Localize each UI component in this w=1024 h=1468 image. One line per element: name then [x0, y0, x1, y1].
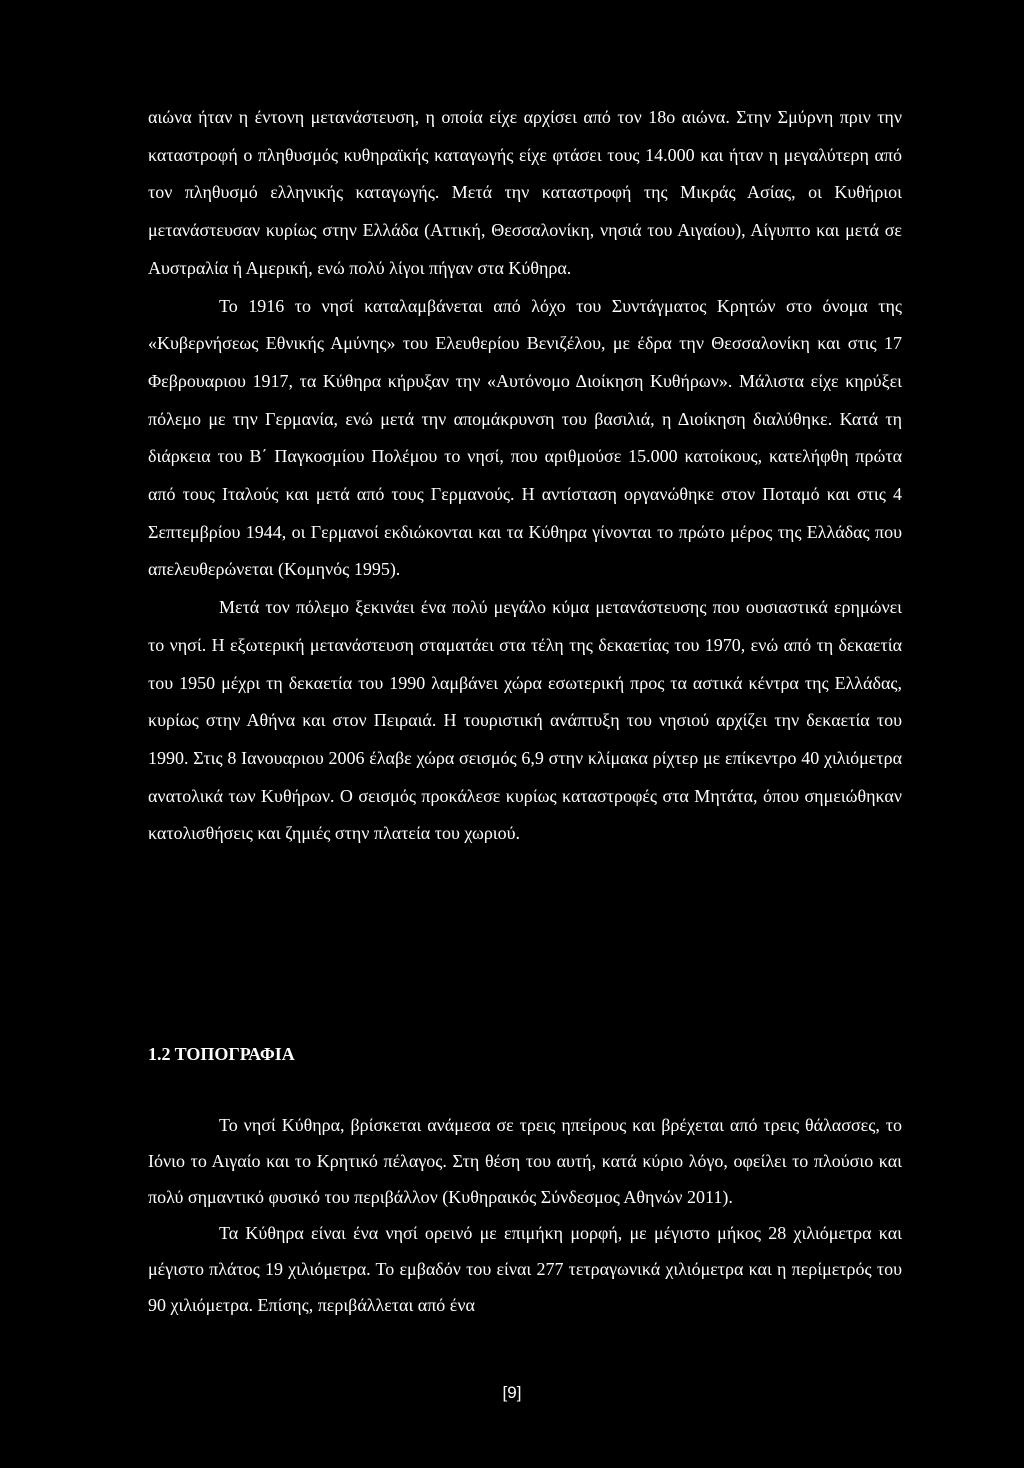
- body-text-bottom: [148, 1107, 902, 1324]
- paragraph-1916-history: Το 1916 το νησί καταλαμβάνεται από λόχο του Συντάγματος Κρητών στο όνομα της «Κυβερνήσεως Εθνικής Αμύνης» του Ελευθερίου Βενιζέλου, με έδρα την Θεσσαλονίκη και στις 17 Φεβρουαριου 1917, τα Κύθηρα κήρυξαν την «Αυτόνομο Διοίκηση Κυθήρων». Μάλιστα είχε κηρύξει πόλεμο με την Γερμανία, ενώ μετά την απομάκρυνση του βασιλιά, η Διοίκηση διαλύθηκε. Κατά τη διάρκεια του Β΄ Παγκοσμίου Πολέμου το νησί, που αριθμούσε 15.000 κατοίκους, κατελήφθη πρώτα από τους Ιταλούς και μετά από τους Γερμανούς. Η αντίσταση οργανώθηκε στον Ποταμό και στις 4 Σεπτεμβρίου 1944, οι Γερμανοί εκδιώκονται και τα Κύθηρα γίνονται το πρώτο μέρος της Ελλάδας που απελευθερώνεται (Κομηνός 1995).: [148, 295, 902, 580]
- paragraph-island-location: Το νησί Κύθηρα, βρίσκεται ανάμεσα σε τρεις ηπείρους και βρέχεται από τρεις θάλασσες, το Ιόνιο το Αιγαίο και το Κρητικό πέλαγος. Στη θέση του αυτή, κατά κύριο λόγο, οφείλει το πλούσιο και πολύ σημαντικό φυσικό του περιβάλλον (Κυθηραικός Σύνδεσμος Αθηνών 2011).: [148, 1115, 902, 1208]
- paragraph-postwar-emigration: Μετά τον πόλεμο ξεκινάει ένα πολύ μεγάλο κύμα μετανάστευσης που ουσιαστικά ερημώνει το νησί. Η εξωτερική μετανάστευση σταματάει στα τέλη της δεκαετίας του 1970, ενώ από τη δεκαετία του 1950 μέχρι τη δεκαετία του 1990 λαμβάνει χώρα εσωτερική προς τα αστικά κέντρα της Ελλάδας, κυρίως στην Αθήνα και στον Πειραιά. Η τουριστική ανάπτυξη του νησιού αρχίζει την δεκαετία του 1990. Στις 8 Ιανουαριου 2006 έλαβε χώρα σεισμός 6,9 στην κλίμακα ρίχτερ με επίκεντρο 40 χιλιόμετρα ανατολικά των Κυθήρων. Ο σεισμός προκάλεσε κυρίως καταστροφές στα Μητάτα, όπου σημειώθηκαν κατολισθήσεις και ζημιές στην πλατεία του χωριού.: [148, 597, 902, 844]
- paragraph-island-dimensions: Τα Κύθηρα είναι ένα νησί ορεινό με επιμήκη μορφή, με μέγιστο μήκος 28 χιλιόμετρα και μέγιστο πλάτος 19 χιλιόμετρα. Το εμβαδόν του είναι 277 τετραγωνικά χιλιόμετρα και η περίμετρός του 90 χιλιόμετρα. Επίσης, περιβάλλεται από ένα: [148, 1223, 902, 1316]
- paragraph-emigration-continuation: αιώνα ήταν η έντονη μετανάστευση, η οποία είχε αρχίσει από τον 18ο αιώνα. Στην Σμύρνη πριν την καταστροφή ο πληθυσμός κυθηραϊκής καταγωγής είχε φτάσει τους 14.000 και ήταν η μεγαλύτερη από τον πληθυσμό ελληνικής καταγωγής. Μετά την καταστροφή της Μικράς Ασίας, οι Κυθήριοι μετανάστευσαν κυρίως στην Ελλάδα (Αττική, Θεσσαλονίκη, νησιά του Αιγαίου), Αίγυπτο και μετά σε Αυστραλία ή Αμερική, ενώ πολύ λίγοι πήγαν στα Κύθηρα.: [148, 107, 902, 278]
- page-number: [9]: [502, 1383, 522, 1402]
- section-heading: 1.2 ΤΟΠΟΓΡΑΦΙΑ: [148, 1044, 295, 1064]
- body-text-top: [148, 99, 902, 853]
